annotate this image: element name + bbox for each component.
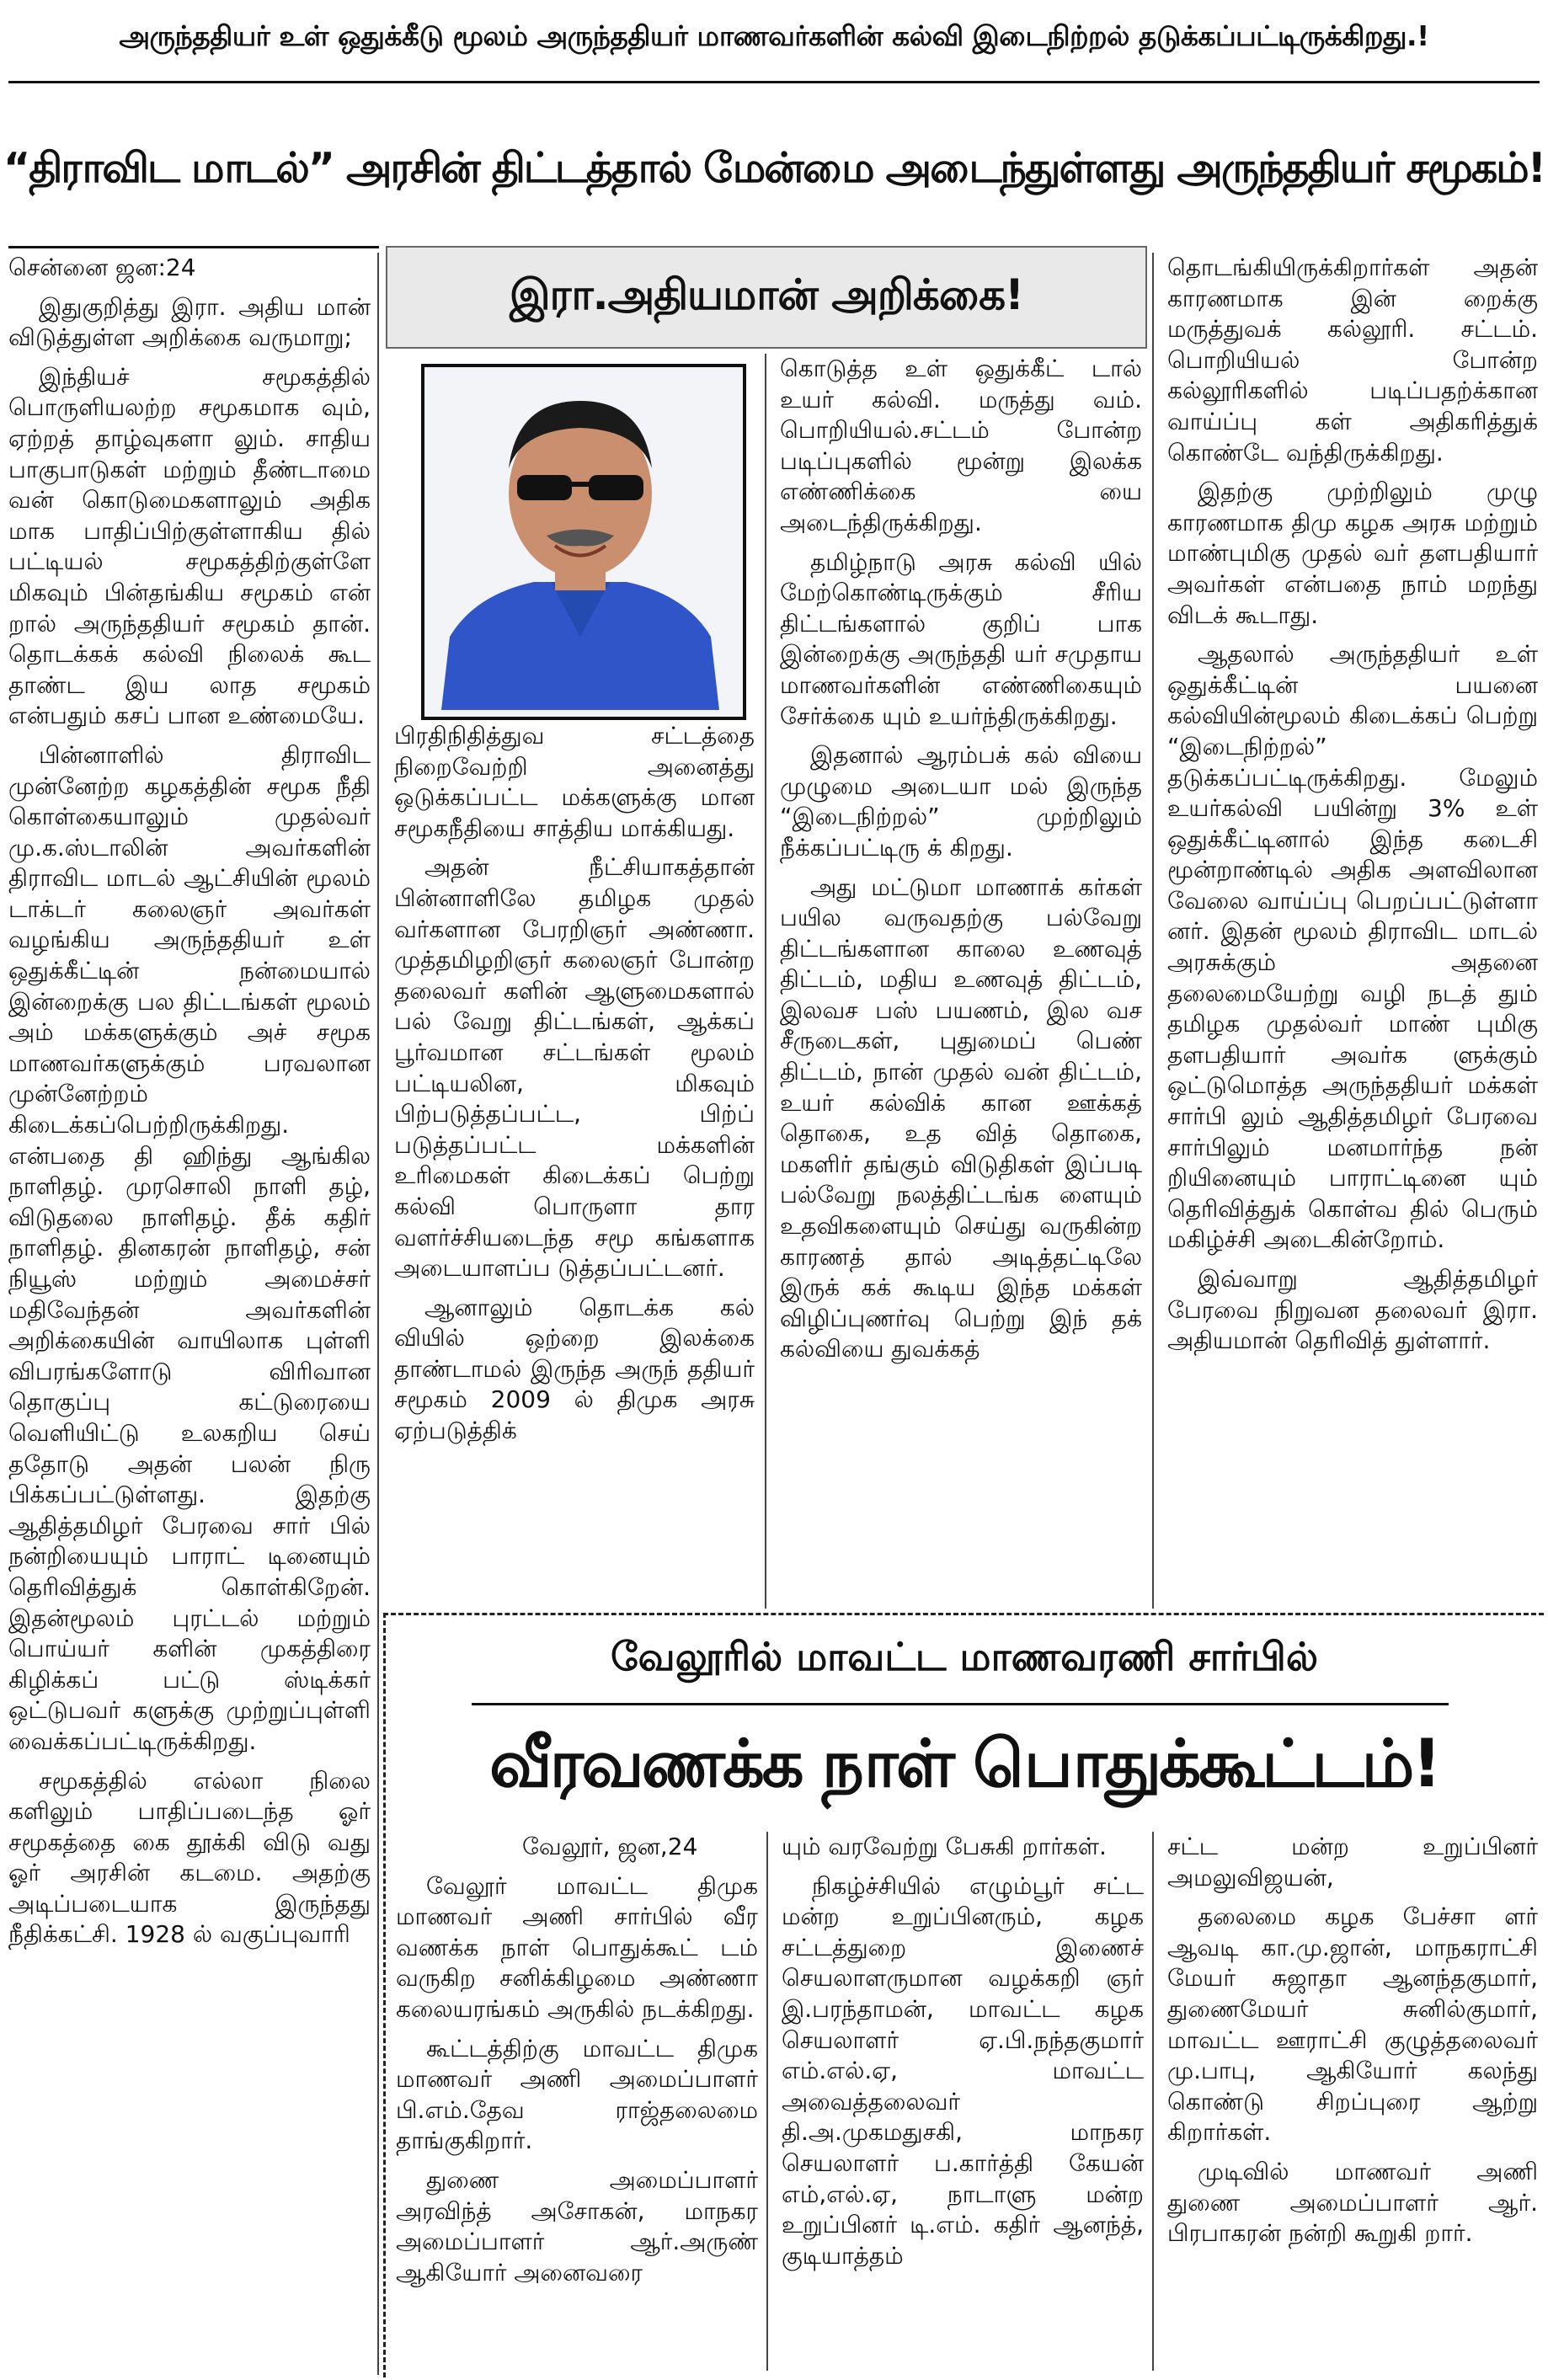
article-paragraph: ஆதலால் அருந்ததியர் உள் ஒதுக்கீட்டின் பயனை கல்வியின்மூலம் கிடைக்கப் பெற்று “இடைநிற்றல்” தடுக்கப்பட்டிருக்கிறது. மேலும் உயர்கல்வி பயின்று 3% உள் ஒதுக்கீட்டினால் இந்த கடைசி மூன்றாண்டில் அதிக அளவிலான வேலை வாய்ப்பு பெறப்பட்டுள்ளா னர். இதன் மூலம் திராவிட மாடல் அரசுக்கும் அதனை தலைமையேற்று வழி நடத் தும் தமிழக முதல்வர் மாண் புமிகு தளபதியார் அவர்க ளுக்கும் ஒட்டுமொத்த அருந்ததியர் மக்கள் சார்பி லும் ஆதித்தமிழர் பேரவை சார்பிலும் மனமார்ந்த நன் றியினையும் பாராட்டினை யும் தெரிவித்துக் கொள்வ தில் பெரும் மகிழ்ச்சி அடைகின்றோம்.	[1167, 640, 1538, 1254]
article-column-1	[8, 253, 371, 2375]
portrait-illustration	[424, 367, 736, 710]
article-paragraph: ஆனாலும் தொடக்க கல் வியில் ஒற்றை இலக்கை தாண்டாமல் இருந்த அருந் ததியர் சமூகம் 2009 ல் திமுக அரசு ஏற்படுத்திக்	[394, 1293, 755, 1445]
column-divider	[766, 1832, 768, 2371]
article-paragraph: நிகழ்ச்சியில் எழும்பூர் சட்ட மன்ற உறுப்பினரும், கழக சட்டத்துறை இணைச் செயலாளருமான வழக்கறி ஞர் இ.பரந்தாமன், மாவட்ட கழக செயலாளர் ஏ.பி.நந்தகுமார் எம்.எல்.ஏ, மாவட்ட அவைத்தலைவர் தி.அ.முகமதுசகி, மாநகர செயலாளர் ப.கார்த்தி கேயன் எம்,எல்.ஏ, நாடாளு மன்ற உறுப்பினர் டி.எம். கதிர் ஆனந்த், குடியாத்தம்	[782, 1871, 1144, 2270]
article-paragraph: சமூகத்தில் எல்லா நிலை களிலும் பாதிப்படைந்த ஓர் சமூகத்தை கை தூக்கி விடு வது ஓர் அரசின் கடமை. அதற்கு அடிப்படையாக இருந்தது நீதிக்கட்சி. 1928 ல் வகுப்புவாரி	[8, 1766, 371, 1949]
article-paragraph: இந்தியச் சமூகத்தில் பொருளியலற்ற சமூகமாக வும், ஏற்றத் தாழ்வுகளா லும். சாதிய பாகுபாடுகள் மற்றும் தீண்டாமை வன் கொடுமைகளாலும் அதிக மாக பாதிப்பிற்குள்ளாகிய தில் பட்டியல் சமூகத்திற்குள்ளே மிகவும் பின்தங்கிய சமூகம் என் றால் அருந்ததியர் சமூகம் தான். தொடக்கக் கல்வி நிலைக் கூட தாண்ட இய லாத சமூகம் என்பதும் கசப் பான உண்மையே.	[8, 362, 371, 730]
article-paragraph: முடிவில் மாணவர் அணி துணை அமைப்பாளர் ஆர். பிரபாகரன் நன்றி கூறுகி றார்.	[1167, 2157, 1538, 2248]
column-divider	[1152, 1832, 1154, 2371]
article-2-headline: வீரவணக்க நாள் பொதுக்கூட்டம்!	[489, 1726, 1439, 1802]
article-column-2	[394, 721, 755, 1605]
column-divider	[765, 354, 766, 1609]
column-divider	[377, 253, 379, 2375]
article-2-column-2	[782, 1832, 1144, 2371]
article-paragraph: தொடங்கியிருக்கிறார்கள் அதன் காரணமாக இன் றைக்கு மருத்துவக் கல்லூரி. சட்டம். பொறியியல் போன்ற கல்லூரிகளில் படிப்பதற்க்கான வாய்ப்பு கள் அதிகரித்துக் கொண்டே வந்திருக்கிறது.	[1167, 253, 1538, 467]
top-rule	[8, 81, 1540, 83]
article-paragraph: இவ்வாறு ஆதித்தமிழர் பேரவை நிறுவன தலைவர் இரா. அதியமான் தெரிவித் துள்ளார்.	[1167, 1265, 1538, 1355]
column-divider	[1152, 253, 1154, 1609]
dateline: வேலூர், ஜன,24	[522, 1833, 698, 1860]
subhead-rule	[472, 1703, 1449, 1705]
article-paragraph: வேலூர் மாவட்ட திமுக மாணவர் அணி சார்பில் வீர வணக்க நாள் பொதுக்கூட் டம் வருகிற சனிக்கிழமை அண்ணா கலையரங்கம் அருகில் நடக்கிறது.	[396, 1871, 758, 2023]
author-photo	[421, 364, 746, 720]
byline-box: இரா.அதியமான் அறிக்கை!	[386, 246, 1147, 349]
dateline: சென்னை ஜன:24	[8, 253, 196, 281]
headline: “திராவிட மாடல்” அரசின் திட்டத்தால் மேன்மை அடைந்துள்ளது அருந்ததியர் சமூகம்!	[3, 144, 1545, 192]
article-paragraph: இதுகுறித்து இரா. அதிய மான் விடுத்துள்ள அறிக்கை வருமாறு;	[8, 292, 371, 352]
article-paragraph: சட்ட மன்ற உறுப்பினர் அமலுவிஜயன்,	[1167, 1833, 1538, 1892]
headline-rule	[8, 246, 379, 248]
kicker: அருந்ததியர் உள் ஒதுக்கீடு மூலம் அருந்ததியர் மாணவர்களின் கல்வி இடைநிற்றல் தடுக்கப்பட்டிருக்கிறது.!	[119, 19, 1429, 52]
article-paragraph: யும் வரவேற்று பேசுகி றார்கள்.	[782, 1833, 1107, 1860]
article-paragraph: கொடுத்த உள் ஒதுக்கீட் டால் உயர் கல்வி. மருத்து வம். பொறியியல்.சட்டம் போன்ற படிப்புகளில் மூன்று இலக்க எண்ணிக்கை யை அடைந்திருக்கிறது.	[780, 355, 1142, 536]
article-paragraph: கூட்டத்திற்கு மாவட்ட திமுக மாணவர் அணி அமைப்பாளர் பி.எம்.தேவ ராஜ்தலைமை தாங்குகிறார்.	[396, 2034, 758, 2155]
article-paragraph: இதற்கு முற்றிலும் முழு காரணமாக திமு கழக அரசு மற்றும் மாண்புமிகு முதல் வர் தளபதியார் அவர்கள் என்பதை நாம் மறந்து விடக் கூடாது.	[1167, 478, 1538, 629]
article-paragraph: பிரதிநிதித்துவ சட்டத்தை நிறைவேற்றி அனைத்து ஒடுக்கப்பட்ட மக்களுக்கு மான சமூகநீதியை சாத்திய மாக்கியது.	[394, 722, 755, 842]
article-paragraph: தலைமை கழக பேச்சா ளர் ஆவடி கா.மு.ஜான், மாநகராட்சி மேயர் சுஜாதா ஆனந்தகுமார், துணைமேயர் சுனில்குமார், மாவட்ட ஊராட்சி குழுத்தலைவர் மு.பாபு, ஆகியோர் கலந்து கொண்டு சிறப்புரை ஆற்று கிறார்கள்.	[1167, 1902, 1538, 2147]
article-paragraph: தமிழ்நாடு அரசு கல்வி யில் மேற்கொண்டிருக்கும் சீரிய திட்டங்களால் குறிப் பாக இன்றைக்கு அருந்ததி யர் சமுதாய மாணவர்களின் எண்ணிகையும் சேர்க்கை யும் உயர்ந்திருக்கிறது.	[780, 547, 1142, 730]
article-2-column-3	[1167, 1832, 1538, 2371]
article-paragraph: பின்னாளில் திராவிட முன்னேற்ற கழகத்தின் சமூக நீதி கொள்கையாலும் முதல்வர் மு.க.ஸ்டாலின் அவர்களின் திராவிட மாடல் ஆட்சியின் மூலம் டாக்டர் கலைஞர் அவர்கள் வழங்கிய அருந்ததியர் உள் ஒதுக்கீட்டின் நன்மையால் இன்றைக்கு பல திட்டங்கள் மூலம் அம் மக்களுக்கும் அச் சமூக மாணவர்களுக்கும் பரவலான முன்னேற்றம் கிடைக்கப்பெற்றிருக்கிறது. என்பதை தி ஹிந்து ஆங்கில நாளிதழ். முரசொலி நாளி தழ், விடுதலை நாளிதழ். தீக் கதிர் நாளிதழ். தினகரன் நாளிதழ், சன் நியூஸ் மற்றும் அமைச்சர் மதிவேந்தன் அவர்களின் அறிக்கையின் வாயிலாக புள்ளி விபரங்களோடு விரிவான தொகுப்பு கட்டுரையை வெளியிட்டு உலகறிய செய் ததோடு அதன் பலன் நிரு பிக்கப்பட்டுள்ளது. இதற்கு ஆதித்தமிழர் பேரவை சார் பில் நன்றியையும் பாராட் டினையும் தெரிவித்துக் கொள்கிறேன். இதன்மூலம் புரட்டல் மற்றும் பொய்யர் களின் முகத்திரை கிழிக்கப் பட்டு ஸ்டிக்கர் ஒட்டுபவர் களுக்கு முற்றுப்புள்ளி வைக்கப்பட்டிருக்கிறது.	[8, 740, 371, 1755]
article-2-subhead: வேலூரில் மாவட்ட மாணவரணி சார்பில்	[610, 1633, 1319, 1679]
article-column-3	[780, 354, 1142, 1609]
article-column-4	[1167, 253, 1538, 1609]
article-paragraph: துணை அமைப்பாளர் அரவிந்த் அசோகன், மாநகர அமைப்பாளர் ஆர்.அருண் ஆகியோர் அனைவரை	[396, 2165, 758, 2287]
article-paragraph: அது மட்டுமா மாணாக் கர்கள் பயில வருவதற்கு பல்வேறு திட்டங்களான காலை உணவுத் திட்டம், மதிய உணவுத் திட்டம், இலவச பஸ் பயணம், இல வச சீருடைகள், புதுமைப் பெண் திட்டம், நான் முதல் வன் திட்டம், உயர் கல்விக் கான ஊக்கத் தொகை, உத வித் தொகை, மகளிர் தங்கும் விடுதிகள் இப்படி பல்வேறு நலத்திட்டங்க ளையும் உதவிகளையும் செய்து வருகின்ற காரணத் தால் அடித்தட்டிலே இருக் கக் கூடிய இந்த மக்கள் விழிப்புணர்வு பெற்று இந் தக் கல்வியை துவக்கத்	[780, 872, 1142, 1363]
article-paragraph: இதனால் ஆரம்பக் கல் வியை முழுமை அடையா மல் இருந்த “இடைநிற்றல்” முற்றிலும் நீக்கப்பட்டிரு க் கிறது.	[780, 741, 1142, 862]
article-paragraph: அதன் நீட்சியாகத்தான் பின்னாளிலே தமிழக முதல் வர்களான பேரறிஞர் அண்ணா. முத்தமிழறிஞர் கலைஞர் போன்ற தலைவர் களின் ஆளுமைகளால் பல் வேறு திட்டங்கள், ஆக்கப் பூர்வமான சட்டங்கள் மூலம் பட்டியலின, மிகவும் பிற்படுத்தப்பட்ட, பிற்ப் படுத்தப்பட்ட மக்களின் உரிமைகள் கிடைக்கப் பெற்று கல்வி பொருளா தார வளர்ச்சியடைந்த சமூ கங்களாக அடையாளப்ப டுத்தப்பட்டனர்.	[394, 853, 755, 1283]
article-2-column-1	[396, 1832, 758, 2371]
